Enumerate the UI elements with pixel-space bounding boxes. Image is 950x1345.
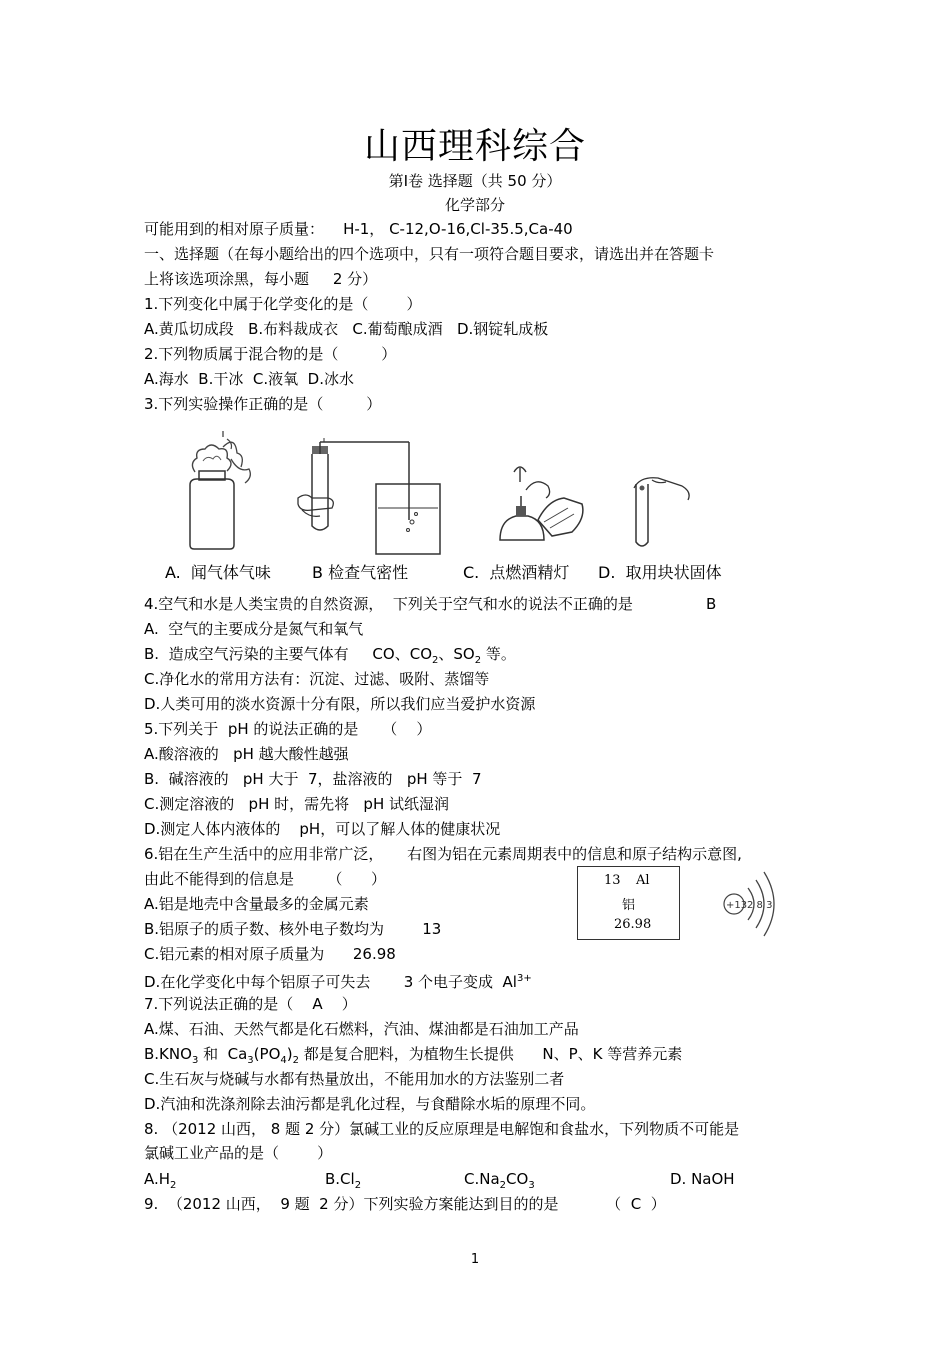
- paper-subtitle: 第Ⅰ卷 选择题（共 50 分）: [388, 172, 562, 190]
- q5-option-b: B. 碱溶液的 pH 大于 7，盐溶液的 pH 等于 7: [144, 770, 482, 788]
- atomic-number: 13: [604, 873, 621, 888]
- q8-option-b: $B.Cl_2$: [325, 1170, 362, 1191]
- electron-shells: 2 8 3: [747, 900, 773, 911]
- test-tube-illustration: [600, 470, 700, 555]
- q2-stem: 2.下列物质属于混合物的是（ ）: [144, 345, 397, 363]
- q6-option-a: A.铝是地壳中含量最多的金属元素: [144, 895, 369, 913]
- q7-stem: 7.下列说法正确的是（ A ）: [144, 995, 357, 1013]
- q3-stem: 3.下列实验操作正确的是（ ）: [144, 395, 382, 413]
- q7-option-b: $B.KNO_3$ 和 $Ca_3(PO_4)_2$ 都是复合肥料，为植物生长提供 N、P、K 等营养元素: [144, 1045, 683, 1066]
- section-title: 化学部分: [444, 196, 505, 214]
- bottle-smell-illustration: [175, 425, 275, 555]
- q8-option-a: $A.H_2$: [144, 1170, 177, 1191]
- q7-option-c: C.生石灰与烧碱与水都有热量放出，不能用加水的方法鉴别二者: [144, 1070, 565, 1088]
- q4-option-c: C.净化水的常用方法有：沉淀、过滤、吸附、蒸馏等: [144, 670, 490, 688]
- q2-options: A.海水 B.干冰 C.液氧 D.冰水: [144, 370, 354, 388]
- element-name: 铝: [622, 898, 636, 913]
- instruction-line-1: 一、选择题（在每小题给出的四个选项中，只有一项符合题目要求，请选出并在答题卡: [144, 245, 715, 263]
- q3-caption-c: C. 点燃酒精灯: [463, 563, 570, 582]
- atomic-mass: 26.98: [614, 917, 652, 932]
- q5-option-a: A.酸溶液的 pH 越大酸性越强: [144, 745, 349, 763]
- q8-option-c: $C.Na_2CO_3$: [464, 1170, 535, 1191]
- q8-stem-2: 氯碱工业产品的是（ ）: [144, 1144, 333, 1162]
- element-symbol: Al: [636, 873, 650, 888]
- q6-stem-2: 由此不能得到的信息是 （ ）: [144, 870, 386, 888]
- q6-option-c: C.铝元素的相对原子质量为 26.98: [144, 945, 396, 963]
- q8-stem-1: 8. （2012 山西， 8 题 2 分）氯碱工业的反应原理是电解饱和食盐水，下列物质不可能是: [144, 1120, 740, 1138]
- atomic-mass-line: 可能用到的相对原子质量： H-1， C-12,O-16,Cl-35.5,Ca-40: [144, 220, 573, 238]
- q5-option-c: C.测定溶液的 pH 时，需先将 pH 试纸湿润: [144, 795, 449, 813]
- q4-option-b: B. 造成空气污染的主要气体有 CO、$CO_2$、$SO_2$ 等。: [144, 645, 516, 666]
- airtightness-illustration: [292, 438, 442, 558]
- q4-option-d: D.人类可用的淡水资源十分有限，所以我们应当爱护水资源: [144, 695, 536, 713]
- q6-option-b: B.铝原子的质子数、核外电子数均为 13: [144, 920, 442, 938]
- q5-option-d: D.测定人体内液体的 pH，可以了解人体的健康状况: [144, 820, 501, 838]
- atom-structure-diagram: [720, 866, 784, 942]
- q3-caption-b: B 检查气密性: [312, 563, 409, 582]
- q7-option-a: A.煤、石油、天然气都是化石燃料，汽油、煤油都是石油加工产品: [144, 1020, 579, 1038]
- q6-stem-1: 6.铝在生产生活中的应用非常广泛， 右图为铝在元素周期表中的信息和原子结构示意图,: [144, 845, 742, 863]
- page-number: 1: [470, 1252, 480, 1267]
- q3-caption-d: D. 取用块状固体: [598, 563, 722, 582]
- q5-stem: 5.下列关于 pH 的说法正确的是 （ ）: [144, 720, 432, 738]
- q8-option-d: D. NaOH: [670, 1170, 735, 1188]
- instruction-line-2: 上将该选项涂黑，每小题 2 分）: [144, 270, 378, 288]
- q4-answer: B: [706, 595, 717, 613]
- nucleus-charge: +13: [726, 900, 748, 911]
- q6-option-d: D.在化学变化中每个铝原子可失去 3 个电子变成 $Al^{3+}$: [144, 973, 532, 991]
- q4-option-a: A. 空气的主要成分是氮气和氧气: [144, 620, 364, 638]
- q1-options: A.黄瓜切成段 B.布料裁成衣 C.葡萄酿成酒 D.钢锭轧成板: [144, 320, 549, 338]
- alcohol-lamp-illustration: [490, 460, 590, 550]
- periodic-table-cell: [577, 866, 680, 940]
- page-title: 山西理科综合: [363, 126, 586, 167]
- q9-stem: 9. （2012 山西， 9 题 2 分）下列实验方案能达到目的的是 （ C ）: [144, 1195, 666, 1213]
- q7-option-d: D.汽油和洗涤剂除去油污都是乳化过程，与食醋除水垢的原理不同。: [144, 1095, 596, 1113]
- q3-caption-a: A. 闻气体气味: [165, 563, 271, 582]
- q4-stem: 4.空气和水是人类宝贵的自然资源， 下列关于空气和水的说法不正确的是: [144, 595, 633, 613]
- q1-stem: 1.下列变化中属于化学变化的是（ ）: [144, 295, 422, 313]
